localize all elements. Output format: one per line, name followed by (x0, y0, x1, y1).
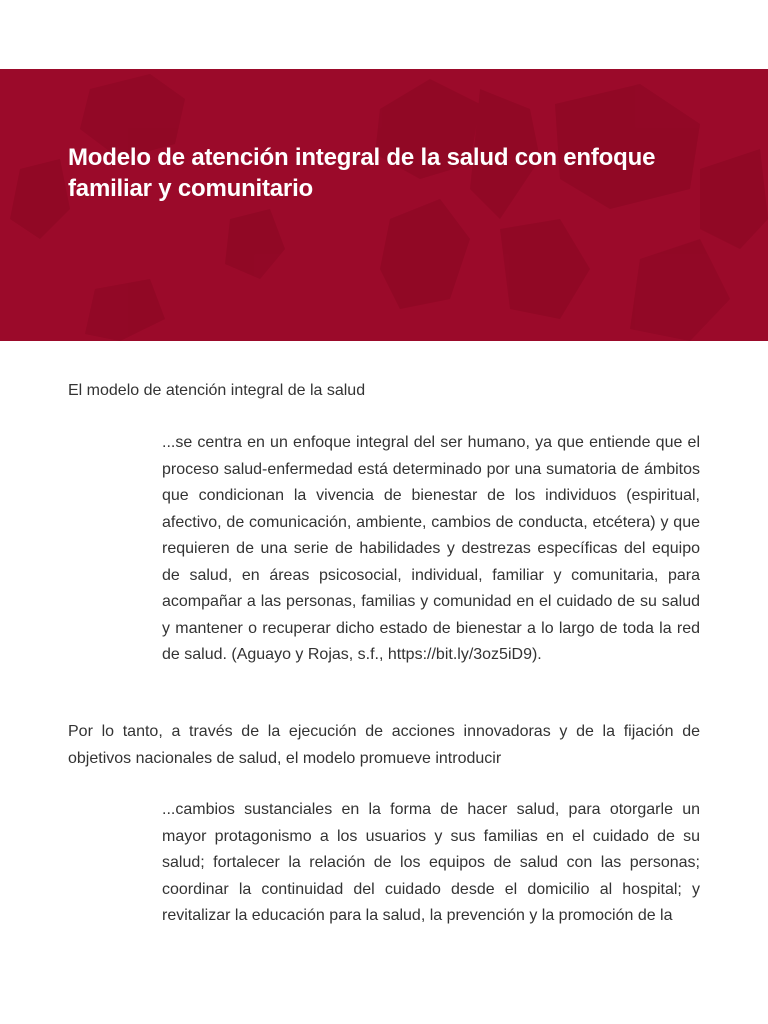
intro-paragraph: El modelo de atención integral de la salud (68, 382, 366, 399)
banner-background-image (0, 69, 768, 341)
body-paragraph-2: Por lo tanto, a través de la ejecución de acciones innovadoras y de la fijación de objetivos nacionales de salud, el modelo promueve introducir (68, 723, 700, 767)
header-banner (0, 69, 768, 341)
block-quote-2: ...cambios sustanciales en la forma de hacer salud, para otorgarle un mayor protagonismo a los usuarios y sus familias en el cuidado de su salud; fortalecer la relación de los equipos de salud con las personas; coordinar la continuidad del cuidado desde el domicilio al hospital; y revitalizar la educación para la salud, la prevención y la promoción de la (162, 801, 700, 924)
page-title: Modelo de atención integral de la salud con enfoque familiar y comunitario (68, 144, 656, 202)
block-quote-1: ...se centra en un enfoque integral del ser humano, ya que entiende que el proceso salud-enfermedad está determinado por una sumatoria de ámbitos que condicionan la vivencia de bienestar de los individuos (espiritual, afectivo, de comunicación, ambiente, cambios de conducta, etcétera) y que requieren de una serie de habilidades y destrezas específicas del equipo de salud, en áreas psicosocial, individual, familiar y comunitaria, para acompañar a las personas, familias y comunidad en el cuidado de su salud y mantener o recuperar dicho estado de bienestar a lo largo de toda la red de salud. (Aguayo y Rojas, s.f., https://bit.ly/3oz5iD9). (162, 434, 700, 663)
